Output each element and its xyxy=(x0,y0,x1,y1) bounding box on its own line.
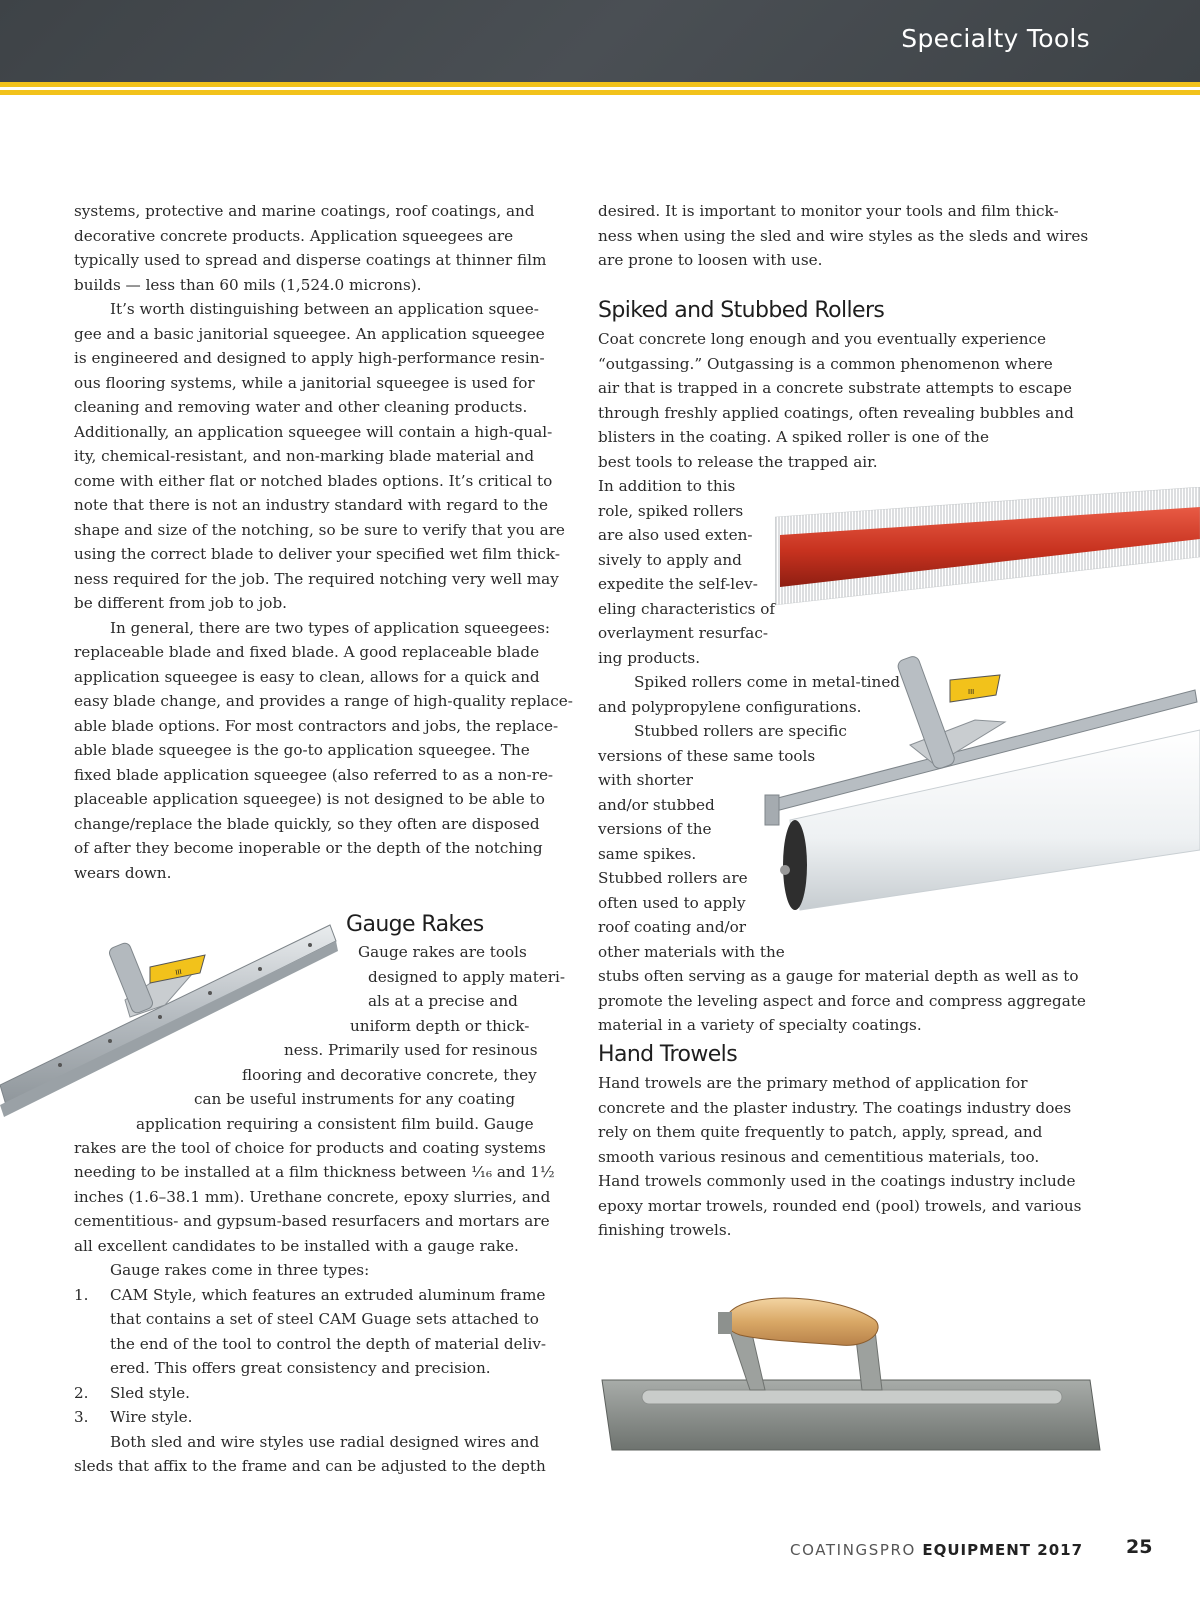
text-line: Gauge rakes are tools xyxy=(358,943,527,961)
text-line: blisters in the coating. A spiked roller is one of the xyxy=(598,428,989,446)
gauge-rakes-heading: Gauge Rakes xyxy=(346,912,484,937)
text-line: come with either flat or notched blades options. It’s critical to xyxy=(74,471,553,490)
text-line: versions of the xyxy=(598,820,712,838)
text-line: role, spiked rollers xyxy=(598,501,744,520)
text-line: rakes are the tool of choice for products and coating systems xyxy=(74,1139,546,1157)
text-line: In general, there are two types of application squeegees: xyxy=(110,618,551,637)
list-item-line: ered. This offers great consistency and precision. xyxy=(110,1359,491,1377)
text-line: Hand trowels commonly used in the coatings industry include xyxy=(598,1172,1076,1190)
text-line: are also used exten- xyxy=(598,526,753,544)
text-line: decorative concrete products. Application squeegees are xyxy=(74,226,514,245)
text-line: Both sled and wire styles use radial designed wires and xyxy=(110,1432,540,1451)
list-number: 3. xyxy=(74,1408,89,1426)
text-line: desired. It is important to monitor your tools and film thick- xyxy=(598,202,1059,220)
text-line: change/replace the blade quickly, so they often are disposed xyxy=(74,814,540,833)
text-line: Coat concrete long enough and you eventually experience xyxy=(598,330,1046,348)
text-line: promote the leveling aspect and force and compress aggregate xyxy=(598,991,1086,1010)
text-line: using the correct blade to deliver your specified wet film thick- xyxy=(74,545,560,563)
text-line: uniform depth or thick- xyxy=(350,1016,530,1035)
text-line: be different from job to job. xyxy=(74,594,287,612)
paragraph-distinguish xyxy=(74,297,564,616)
text-line: versions of these same tools xyxy=(598,746,816,765)
text-line: ness. Primarily used for resinous xyxy=(284,1041,538,1059)
text-line: shape and size of the notching, so be sure to verify that you are xyxy=(74,520,565,539)
text-line: It’s worth distinguishing between an application squee- xyxy=(110,300,539,318)
text-line: best tools to release the trapped air. xyxy=(598,452,878,471)
hand-trowel-image xyxy=(600,1290,1105,1455)
text-line: cleaning and removing water and other cleaning products. xyxy=(74,398,528,416)
gauge-rake-type-item xyxy=(74,1381,564,1406)
gauge-rakes-wrap-text xyxy=(74,940,564,1161)
left-column xyxy=(74,199,573,885)
text-line: through freshly applied coatings, often revealing bubbles and xyxy=(598,403,1074,422)
text-line: ity, chemical-resistant, and non-marking blade material and xyxy=(74,447,535,465)
text-line: ness when using the sled and wire styles as the sleds and wires xyxy=(598,226,1089,245)
text-line: ness required for the job. The required notching very well may xyxy=(74,569,559,588)
text-line: able blade options. For most contractors and jobs, the replace- xyxy=(74,716,559,735)
stubbed-roller-image xyxy=(760,650,1200,920)
text-line: easy blade change, and provides a range of high-quality replace- xyxy=(74,692,573,710)
text-line: of after they become inoperable or the depth of the notching xyxy=(74,839,543,857)
rollers-heading: Spiked and Stubbed Rollers xyxy=(598,298,885,323)
text-line: sleds that affix to the frame and can be adjusted to the depth xyxy=(74,1457,546,1475)
list-item-line: Sled style. xyxy=(110,1383,190,1402)
text-line: are prone to loosen with use. xyxy=(598,251,823,269)
text-line: epoxy mortar trowels, rounded end (pool) trowels, and various xyxy=(598,1196,1082,1215)
text-line: rely on them quite frequently to patch, apply, spread, and xyxy=(598,1123,1043,1141)
text-line: smooth various resinous and cementitious materials, too. xyxy=(598,1147,1040,1166)
list-number: 2. xyxy=(74,1383,89,1402)
text-line: Spiked rollers come in metal-tined xyxy=(634,673,901,691)
text-line: is engineered and designed to apply high-performance resin- xyxy=(74,349,545,367)
text-line: wears down. xyxy=(74,863,172,882)
text-line: concrete and the plaster industry. The coatings industry does xyxy=(598,1098,1072,1117)
gauge-rakes-paragraph xyxy=(74,1160,564,1258)
list-item-line: that contains a set of steel CAM Guage sets attached to xyxy=(110,1310,539,1328)
svg-text:III: III xyxy=(174,967,183,977)
red-spiked-roller-image xyxy=(775,487,1200,627)
text-line: placeable application squeegee) is not designed to be able to xyxy=(74,790,545,808)
text-line: typically used to spread and disperse coatings at thinner film xyxy=(74,251,547,269)
text-line: builds — less than 60 mils (1,524.0 microns). xyxy=(74,275,422,294)
list-item-line: Wire style. xyxy=(110,1408,193,1426)
text-line: application squeegee is easy to clean, allows for a quick and xyxy=(74,667,540,686)
text-line: gee and a basic janitorial squeegee. An application squeegee xyxy=(74,324,545,343)
text-line: sively to apply and xyxy=(598,550,742,569)
gauge-rake-type-item xyxy=(74,1283,564,1381)
text-line: can be useful instruments for any coating xyxy=(194,1090,516,1108)
text-line: with shorter xyxy=(598,771,693,789)
text-line: eling characteristics of xyxy=(598,599,776,618)
text-line: able blade squeegee is the go-to application squeegee. The xyxy=(74,741,530,759)
page-header xyxy=(0,0,1200,82)
text-line: and/or stubbed xyxy=(598,795,715,814)
paragraph-intro xyxy=(74,199,564,297)
text-line: replaceable blade and fixed blade. A good replaceable blade xyxy=(74,643,540,661)
section-title: Specialty Tools xyxy=(901,24,1090,53)
text-line: often used to apply xyxy=(598,893,746,912)
gauge-rake-type-item xyxy=(74,1405,564,1430)
footer-issue: EQUIPMENT 2017 xyxy=(922,1541,1084,1559)
text-line: als at a precise and xyxy=(368,992,518,1010)
text-line: note that there is not an industry standard with regard to the xyxy=(74,496,549,514)
text-line: air that is trapped in a concrete substrate attempts to escape xyxy=(598,379,1072,397)
header-rule-bottom xyxy=(0,90,1200,95)
text-line: roof coating and/or xyxy=(598,918,747,936)
text-line: Stubbed rollers are specific xyxy=(634,722,847,740)
gauge-rake-types-list xyxy=(74,1283,564,1430)
text-line: designed to apply materi- xyxy=(368,967,566,986)
right-column-intro xyxy=(598,199,1098,273)
text-line: finishing trowels. xyxy=(598,1221,732,1239)
svg-text:III: III xyxy=(968,688,975,696)
paragraph-types xyxy=(74,616,573,886)
text-line: expedite the self-lev- xyxy=(598,575,758,593)
text-line: needing to be installed at a film thickness between ¹⁄₁₆ and 1½ xyxy=(74,1163,555,1181)
list-number: 1. xyxy=(74,1285,89,1304)
text-line: fixed blade application squeegee (also referred to as a non-re- xyxy=(74,765,554,784)
text-line: all excellent candidates to be installed with a gauge rake. xyxy=(74,1236,519,1255)
text-line: stubs often serving as a gauge for material depth as well as to xyxy=(598,967,1079,985)
header-rule-top xyxy=(0,82,1200,87)
text-line: systems, protective and marine coatings, roof coatings, and xyxy=(74,202,535,220)
text-line: inches (1.6–38.1 mm). Urethane concrete, epoxy slurries, and xyxy=(74,1187,551,1206)
text-line: “outgassing.” Outgassing is a common phenomenon where xyxy=(598,354,1053,373)
list-item-line: CAM Style, which features an extruded aluminum frame xyxy=(110,1285,546,1304)
gauge-rakes-types-intro: Gauge rakes come in three types: xyxy=(110,1261,370,1279)
text-line: other materials with the xyxy=(598,942,785,961)
text-line: flooring and decorative concrete, they xyxy=(242,1065,537,1084)
text-line: Stubbed rollers are xyxy=(598,869,748,887)
text-line: overlayment resurfac- xyxy=(598,624,768,642)
text-line: application requiring a consistent film build. Gauge xyxy=(136,1114,534,1133)
text-line: cementitious- and gypsum-based resurfacers and mortars are xyxy=(74,1212,550,1230)
footer-brand xyxy=(790,1541,1083,1559)
gauge-rakes-closing xyxy=(74,1430,564,1479)
text-line: ing products. xyxy=(598,648,701,667)
text-line: Additionally, an application squeegee will contain a high-qual- xyxy=(74,422,553,441)
text-line: material in a variety of specialty coatings. xyxy=(598,1016,922,1034)
list-item-line: the end of the tool to control the depth of material deliv- xyxy=(110,1334,547,1353)
text-line: In addition to this xyxy=(598,477,736,495)
trowels-text xyxy=(598,1071,1098,1243)
page-number: 25 xyxy=(1126,1536,1153,1558)
trowels-heading: Hand Trowels xyxy=(598,1042,738,1067)
text-line: and polypropylene configurations. xyxy=(598,697,862,716)
text-line: same spikes. xyxy=(598,844,697,863)
text-line: ous flooring systems, while a janitorial squeegee is used for xyxy=(74,373,535,392)
text-line: Hand trowels are the primary method of application for xyxy=(598,1074,1028,1092)
footer-brand-name: COATINGSPRO xyxy=(790,1541,916,1559)
gauge-rakes-body xyxy=(74,1160,564,1479)
